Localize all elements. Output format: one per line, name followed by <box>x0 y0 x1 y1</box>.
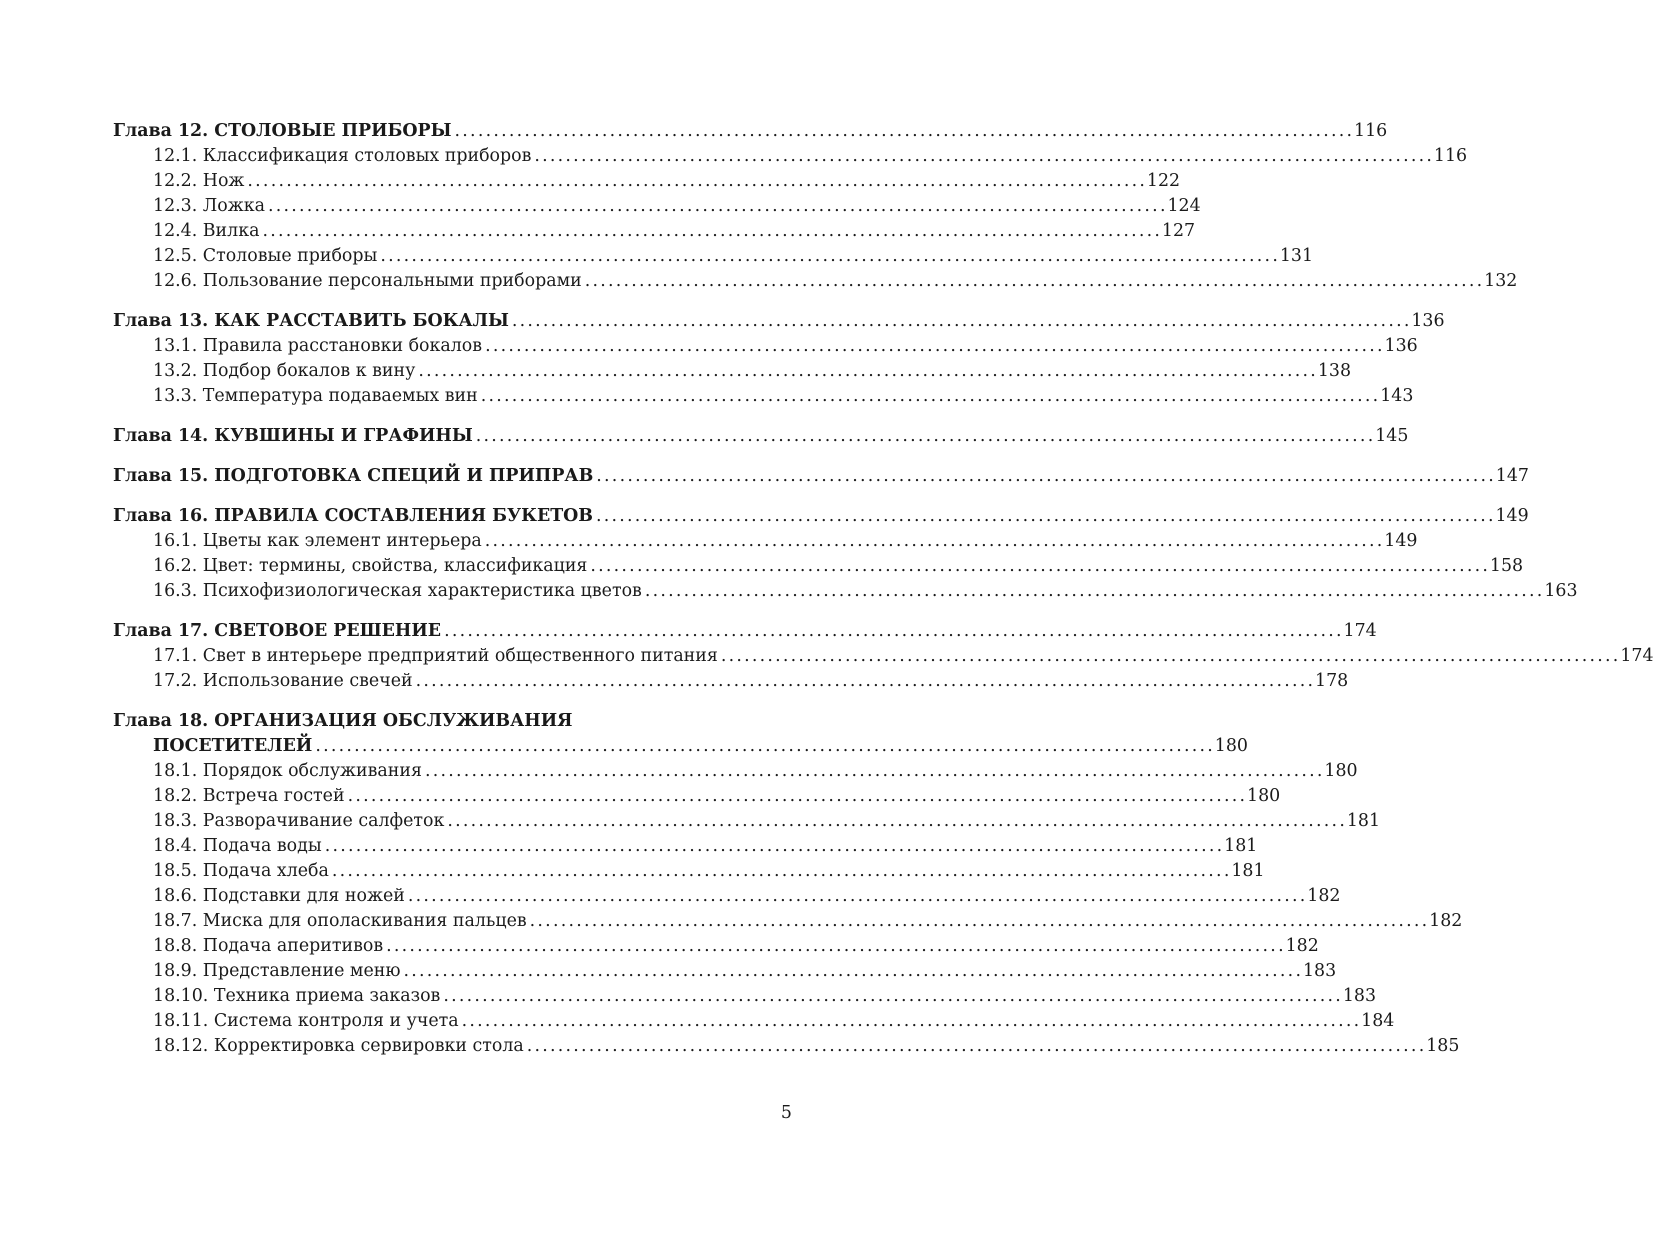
toc-entry <box>113 834 1258 859</box>
page-number: 180 <box>1214 736 1248 756</box>
page-number: 116 <box>1354 121 1388 141</box>
dot-leader <box>596 464 1493 489</box>
toc-entry <box>113 529 1418 554</box>
toc-entry <box>113 244 1314 269</box>
section-title: 18.10. Техника приема заказов <box>153 986 441 1006</box>
page-number: 145 <box>1375 426 1409 446</box>
section-title: 12.2. Нож <box>153 171 245 191</box>
toc-entry <box>113 759 1358 784</box>
page-number: 182 <box>1285 936 1319 956</box>
dot-leader <box>380 244 1277 269</box>
section-title: 18.7. Миска для ополаскивания пальцев <box>153 911 527 931</box>
toc-entry <box>113 424 1409 449</box>
dot-leader <box>325 834 1222 859</box>
page-number: 132 <box>1484 271 1518 291</box>
dot-leader <box>447 809 1344 834</box>
section-title: 18.11. Система контроля и учета <box>153 1011 459 1031</box>
toc-entry <box>113 194 1201 219</box>
page-number: 183 <box>1342 986 1377 1006</box>
section-title: 18.3. Разворачивание салфеток <box>153 811 445 831</box>
toc-entry <box>113 504 1529 529</box>
dot-leader <box>476 424 1373 449</box>
section-title: 18.12. Корректировка сервировки стола <box>153 1036 524 1056</box>
chapter-title: Глава 16. ПРАВИЛА СОСТАВЛЕНИЯ БУКЕТОВ <box>113 506 594 526</box>
section-title: 18.2. Встреча гостей <box>153 786 345 806</box>
toc-entry <box>113 269 1518 294</box>
toc-entry <box>113 984 1377 1009</box>
dot-leader <box>585 269 1482 294</box>
toc-entry <box>113 809 1381 834</box>
dot-leader <box>408 884 1305 909</box>
section-title: 13.1. Правила расстановки бокалов <box>153 336 483 356</box>
chapter-title: Глава 14. КУВШИНЫ И ГРАФИНЫ <box>113 426 473 446</box>
section-title: 16.3. Психофизиологическая характеристика цветов <box>153 581 642 601</box>
page-number: 181 <box>1231 861 1265 881</box>
dot-leader <box>512 309 1409 334</box>
toc-entry <box>113 359 1352 384</box>
section-title: 18.4. Подача воды <box>153 836 322 856</box>
page-number: 116 <box>1433 146 1468 166</box>
section-title: 18.5. Подача хлеба <box>153 861 329 881</box>
page-number: 174 <box>1343 621 1377 641</box>
page-number: 182 <box>1429 911 1463 931</box>
page-number: 149 <box>1495 506 1529 526</box>
toc-entry <box>113 464 1529 489</box>
dot-leader <box>444 619 1341 644</box>
page-number: 131 <box>1279 246 1314 266</box>
section-title: 12.3. Ложка <box>153 196 265 216</box>
page-number: 180 <box>1324 761 1358 781</box>
section-title: 18.1. Порядок обслуживания <box>153 761 422 781</box>
dot-leader <box>262 219 1159 244</box>
toc-entry <box>113 884 1341 909</box>
toc-entry <box>113 309 1445 334</box>
page-number: 138 <box>1317 361 1352 381</box>
chapter-12 <box>113 119 1518 294</box>
toc-entry <box>113 579 1578 604</box>
section-title: 13.2. Подбор бокалов к вину <box>153 361 416 381</box>
chapter-title: Глава 15. ПОДГОТОВКА СПЕЦИЙ И ПРИПРАВ <box>113 466 594 486</box>
chapter-title: Глава 17. СВЕТОВОЕ РЕШЕНИЕ <box>113 621 442 641</box>
dot-leader <box>455 119 1352 144</box>
toc-entry <box>113 909 1463 934</box>
chapter-title-line1: Глава 18. ОРГАНИЗАЦИЯ ОБСЛУЖИВАНИЯ <box>113 711 573 731</box>
toc-entry <box>113 959 1337 984</box>
dot-leader <box>534 144 1431 169</box>
dot-leader <box>443 984 1340 1009</box>
page-number: 185 <box>1426 1036 1460 1056</box>
toc-entry <box>113 169 1181 194</box>
toc-entry <box>113 1034 1460 1059</box>
toc-entry <box>113 554 1524 579</box>
section-title: 17.2. Использование свечей <box>153 671 413 691</box>
chapter-title-line2: ПОСЕТИТЕЛЕЙ <box>153 736 313 756</box>
page-number: 183 <box>1302 961 1337 981</box>
page-number: 158 <box>1489 556 1524 576</box>
toc-entry <box>113 669 1349 694</box>
page-number: 180 <box>1247 786 1281 806</box>
dot-leader <box>596 504 1493 529</box>
toc-entry <box>113 934 1319 959</box>
page-number: 127 <box>1161 221 1196 241</box>
page-number: 124 <box>1167 196 1201 216</box>
chapter-17 <box>113 619 1654 694</box>
dot-leader <box>416 669 1313 694</box>
dot-leader <box>530 909 1427 934</box>
toc-entry <box>113 734 1248 759</box>
dot-leader <box>268 194 1165 219</box>
toc-entry <box>113 334 1418 359</box>
page-number: 149 <box>1384 531 1418 551</box>
page-number: 184 <box>1361 1011 1395 1031</box>
toc-entry <box>113 644 1654 669</box>
section-title: 18.6. Подставки для ножей <box>153 886 405 906</box>
chapter-title: Глава 12. СТОЛОВЫЕ ПРИБОРЫ <box>113 121 452 141</box>
section-title: 12.6. Пользование персональными приборами <box>153 271 582 291</box>
chapter-16 <box>113 504 1578 604</box>
dot-leader <box>527 1034 1424 1059</box>
toc-entry <box>113 619 1377 644</box>
page-folio-number: 5 <box>780 1103 792 1123</box>
toc-entry <box>113 119 1388 144</box>
dot-leader <box>404 959 1301 984</box>
section-title: 12.5. Столовые приборы <box>153 246 378 266</box>
table-of-contents <box>113 119 1654 1074</box>
section-title: 12.1. Классификация столовых приборов <box>153 146 532 166</box>
page-number: 136 <box>1384 336 1418 356</box>
dot-leader <box>590 554 1487 579</box>
dot-leader <box>425 759 1322 784</box>
section-title: 16.2. Цвет: термины, свойства, классификация <box>153 556 588 576</box>
toc-entry <box>113 709 792 734</box>
section-title: 13.3. Температура подаваемых вин <box>153 386 478 406</box>
page-number: 163 <box>1544 581 1578 601</box>
page-number: 178 <box>1315 671 1349 691</box>
toc-entry <box>113 784 1281 809</box>
toc-entry <box>113 384 1414 409</box>
dot-leader <box>481 384 1378 409</box>
section-title: 18.8. Подача аперитивов <box>153 936 384 956</box>
toc-entry <box>113 144 1468 169</box>
chapter-14 <box>113 424 1409 449</box>
dot-leader <box>721 644 1618 669</box>
page-number: 143 <box>1380 386 1414 406</box>
page-number: 181 <box>1346 811 1381 831</box>
dot-leader <box>462 1009 1359 1034</box>
toc-entry <box>113 859 1265 884</box>
dot-leader <box>418 359 1315 384</box>
chapter-title: Глава 13. КАК РАССТАВИТЬ БОКАЛЫ <box>113 311 509 331</box>
dot-leader <box>485 529 1382 554</box>
dot-leader <box>386 934 1283 959</box>
dot-leader <box>348 784 1245 809</box>
section-title: 12.4. Вилка <box>153 221 260 241</box>
chapter-18 <box>113 709 1463 1059</box>
page-number: 136 <box>1411 311 1445 331</box>
section-title: 17.1. Свет в интерьере предприятий общественного питания <box>153 646 718 666</box>
section-title: 16.1. Цветы как элемент интерьера <box>153 531 482 551</box>
page-number: 182 <box>1307 886 1341 906</box>
section-title: 18.9. Представление меню <box>153 961 401 981</box>
chapter-13 <box>113 309 1445 409</box>
chapter-15 <box>113 464 1529 489</box>
page-number: 181 <box>1224 836 1258 856</box>
toc-entry <box>113 219 1196 244</box>
dot-leader <box>315 734 1212 759</box>
dot-leader <box>247 169 1144 194</box>
page-number: 122 <box>1146 171 1181 191</box>
dot-leader <box>645 579 1542 604</box>
dot-leader <box>332 859 1229 884</box>
page-number: 174 <box>1620 646 1654 666</box>
dot-leader <box>485 334 1382 359</box>
toc-entry <box>113 1009 1395 1034</box>
page-number: 147 <box>1495 466 1529 486</box>
